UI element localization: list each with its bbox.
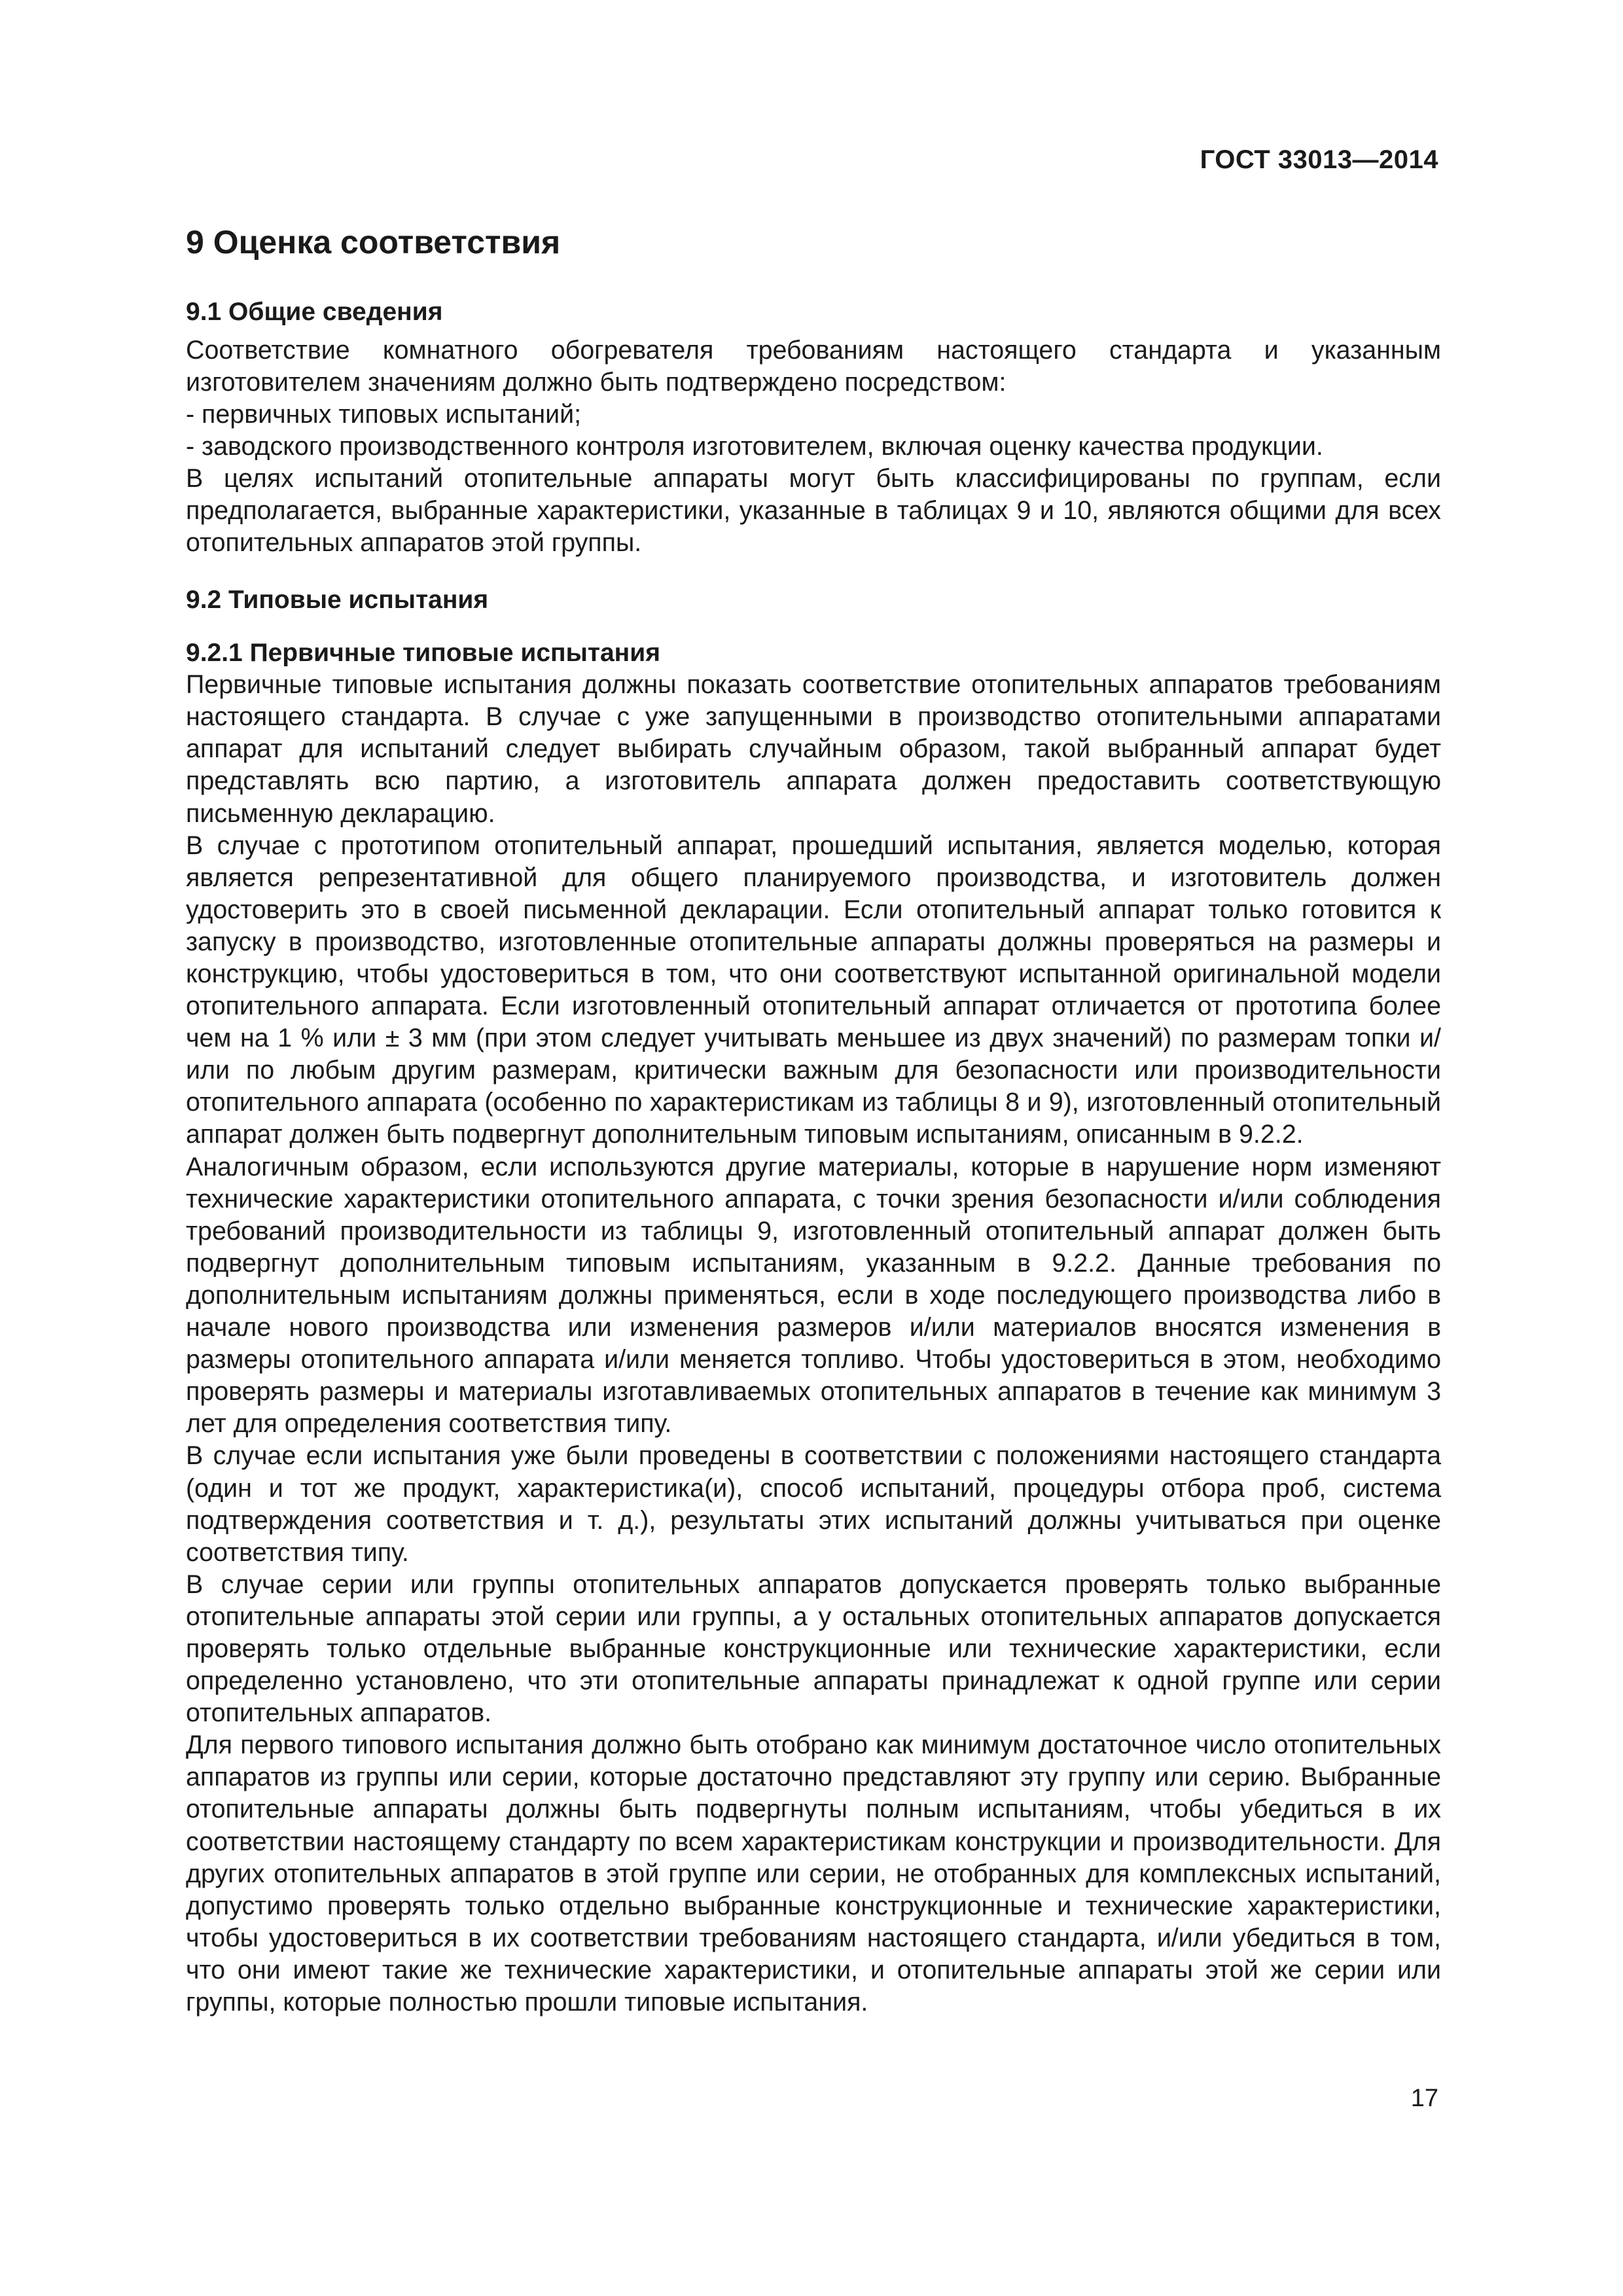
- paragraph-9-2-1-3: Аналогичным образом, если используются другие материалы, которые в нарушение норм изменяют технические характеристики отопительного аппарата, с точки зрения безопасности и/или соблюдения требований производительности из таблицы 9, изготовленный отопительный аппарат должен быть подвергнут дополнительным типовым испытаниям, указанным в 9.2.2. Данные требования по дополнительным испытаниям должны применяться, если в ходе последующего производства либо в начале нового производства или изменения размеров и/или материалов вносятся изменения в размеры отопительного аппарата и/или меняется топливо. Чтобы удостовериться в этом, необходимо проверять размеры и материалы изготавливаемых отопительных аппаратов в течение как минимум 3 лет для определения соответствия типу.: [186, 1152, 1441, 1439]
- document-code-header: ГОСТ 33013—2014: [1200, 145, 1438, 174]
- subsection-title-9-2: 9.2 Типовые испытания: [186, 586, 489, 615]
- paragraph-9-1-groups: В целях испытаний отопительные аппараты могут быть классифицированы по группам, если предполагается, выбранные характеристики, указанные в таблицах 9 и 10, являются общими для всех отопительных аппаратов этой группы.: [186, 464, 1441, 558]
- paragraph-9-2-1-1: Первичные типовые испытания должны показать соответствие отопительных аппаратов требованиям настоящего стандарта. В случае с уже запущенными в производство отопительными аппаратами аппарат для испытаний следует выбирать случайным образом, такой выбранный аппарат будет представлять всю партию, а изготовитель аппарата должен предоставить соответствующую письменную декларацию.: [186, 670, 1441, 828]
- subsection-title-9-2-1: 9.2.1 Первичные типовые испытания: [186, 639, 660, 668]
- paragraph-9-2-1-6: Для первого типового испытания должно быть отобрано как минимум достаточное число отопительных аппаратов из группы или серии, которые достаточно представляют эту группу или серию. Выбранные отопительные аппараты должны быть подвергнуты полным испытаниям, чтобы убедиться в их соответствии настоящему стандарту по всем характеристикам конструкции и производительности. Для других отопительных аппаратов в этой группе или серии, не отобранных для комплексных испытаний, допустимо проверять только отдельно выбранные конструкционные и технические характеристики, чтобы удостовериться в их соответствии требованиям настоящего стандарта, и/или убедиться в том, что они имеют такие же технические характеристики, и отопительные аппараты этой же серии или группы, которые полностью прошли типовые испытания.: [186, 1731, 1441, 2017]
- subsection-title-9-1: 9.1 Общие сведения: [186, 298, 443, 326]
- paragraph-9-1-intro: Соответствие комнатного обогревателя требованиям настоящего стандарта и указанным изготовителем значениям должно быть подтверждено посредством:: [186, 335, 1441, 397]
- page-number: 17: [1410, 2085, 1438, 2112]
- list-item-1: - первичных типовых испытаний;: [186, 399, 582, 429]
- list-item-2: - заводского производственного контроля изготовителем, включая оценку качества продукции.: [186, 431, 1323, 461]
- page-content: [186, 223, 1441, 2018]
- paragraph-9-2-1-4: В случае если испытания уже были проведены в соответствии с положениями настоящего стандарта (один и тот же продукт, характеристика(и), способ испытаний, процедуры отбора проб, система подтверждения соответствия и т. д.), результаты этих испытаний должны учитываться при оценке соответствия типу.: [186, 1441, 1441, 1567]
- paragraph-9-2-1-5: В случае серии или группы отопительных аппаратов допускается проверять только выбранные отопительные аппараты этой серии или группы, а у остальных отопительных аппаратов допускается проверять только отдельные выбранные конструкционные или технические характеристики, если определенно установлено, что эти отопительные аппараты принадлежат к одной группе или серии отопительных аппаратов.: [186, 1570, 1441, 1728]
- paragraph-9-2-1-2: В случае с прототипом отопительный аппарат, прошедший испытания, является моделью, которая является репрезентативной для общего планируемого производства, и изготовитель должен удостоверить это в своей письменной декларации. Если отопительный аппарат только готовится к запуску в производство, изготовленные отопительные аппараты должны проверяться на размеры и конструкцию, чтобы удостовериться в том, что они соответствуют испытанной оригинальной модели отопительного аппарата. Если изготовленный отопительный аппарат отличается от прототипа более чем на 1 % или ± 3 мм (при этом следует учитывать меньшее из двух значений) по размерам топки и/или по любым другим размерам, критически важным для безопасности или производительности отопительного аппарата (особенно по характеристикам из таблицы 8 и 9), изготовленный отопительный аппарат должен быть подвергнут дополнительным типовым испытаниям, описанным в 9.2.2.: [186, 831, 1441, 1149]
- section-title: 9 Оценка соответствия: [186, 224, 561, 260]
